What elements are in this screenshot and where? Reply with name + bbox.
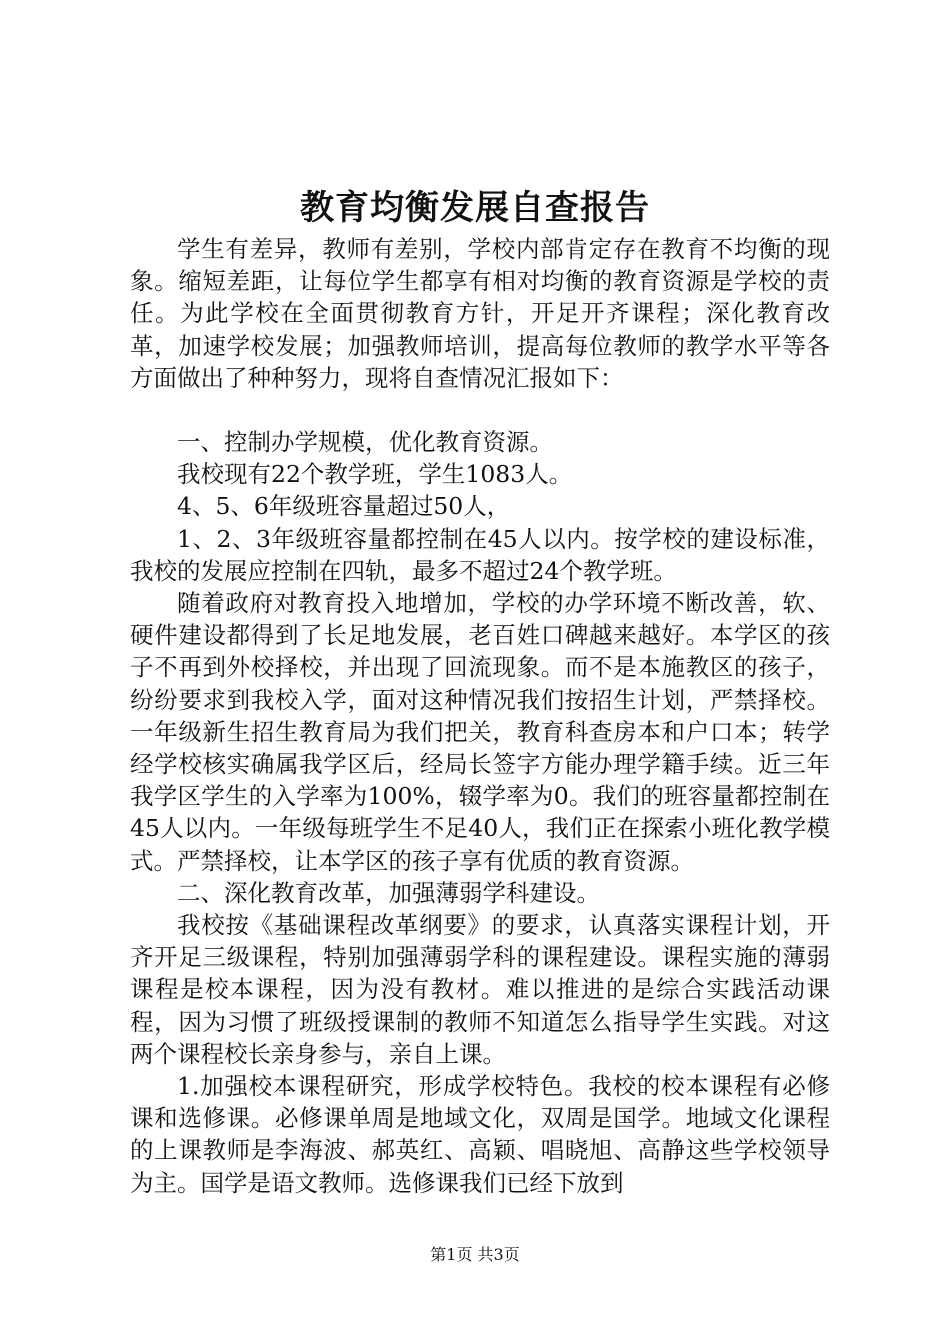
body-paragraph: 1、2、3年级班容量都控制在45人以内。按学校的建设标准，我校的发展应控制在四轨，最多不超过24个教学班。: [130, 524, 830, 585]
body-paragraph: 1.加强校本课程研究，形成学校特色。我校的校本课程有必修课和选修课。必修课单周是地域文化，双周是国学。地域文化课程的上课教师是李海波、郝英红、高颖、唱晓旭、高静这些学校领导为主。国学是语文教师。选修课我们已经下放到: [130, 1072, 830, 1197]
section-heading-2: 二、深化教育改革，加强薄弱学科建设。: [177, 878, 600, 907]
body-paragraph: 我校现有22个教学班，学生1083人。: [177, 460, 573, 489]
document-body: [130, 233, 830, 1199]
document-title: 教育均衡发展自查报告: [300, 188, 650, 228]
intro-paragraph: 学生有差异，教师有差别，学校内部肯定存在教育不均衡的现象。缩短差距，让每位学生都享有相对均衡的教育资源是学校的责任。为此学校在全面贯彻教育方针，开足开齐课程；深化教育改革，加速学校发展；加强教师培训，提高每位教师的教学水平等各方面做出了种种努力，现将自查情况汇报如下：: [130, 235, 830, 392]
body-paragraph: 随着政府对教育投入地增加，学校的办学环境不断改善，软、硬件建设都得到了长足地发展，老百姓口碑越来越好。本学区的孩子不再到外校择校，并出现了回流现象。而不是本施教区的孩子，纷纷要求到我校入学，面对这种情况我们按招生计划，严禁择校。一年级新生招生教育局为我们把关，教育科查房本和户口本；转学经学校核实确属我学区后，经局长签字方能办理学籍手续。近三年我学区学生的入学率为100%，辍学率为0。我们的班容量都控制在45人以内。一年级每班学生不足40人，我们正在探索小班化教学模式。严禁择校，让本学区的孩子享有优质的教育资源。: [130, 589, 830, 875]
body-paragraph: 4、5、6年级班容量超过50人，: [177, 492, 511, 521]
body-paragraph: 我校按《基础课程改革纲要》的要求，认真落实课程计划，开齐开足三级课程，特别加强薄弱学科的课程建设。课程实施的薄弱课程是校本课程，因为没有教材。难以推进的是综合实践活动课程，因为习惯了班级授课制的教师不知道怎么指导学生实践。对这两个课程校长亲身参与，亲自上课。: [130, 911, 830, 1068]
page-footer: 第1页 共3页: [430, 1245, 520, 1264]
section-heading-1: 一、控制办学规模，优化教育资源。: [177, 428, 553, 457]
